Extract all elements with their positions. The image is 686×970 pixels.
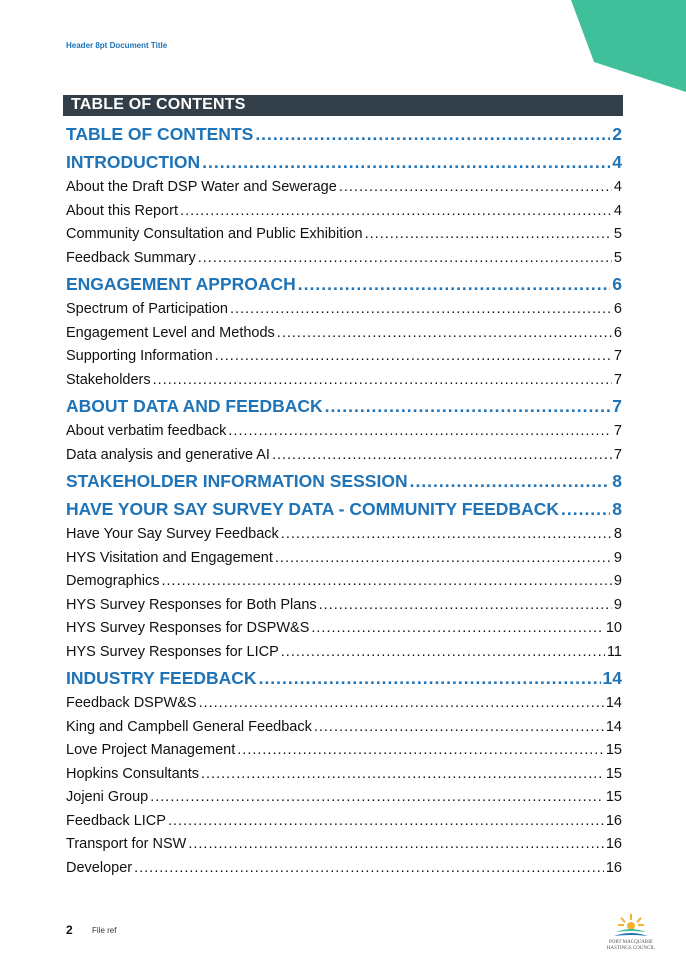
toc-entry-page: 8 — [612, 471, 622, 491]
toc-entry-page: 10 — [605, 620, 622, 636]
toc-entry-heading[interactable] — [66, 664, 622, 692]
toc-dot-leader — [281, 523, 612, 547]
toc-entry-label: Engagement Level and Methods — [66, 324, 275, 341]
toc-dot-leader — [168, 810, 604, 834]
toc-entry-label: Community Consultation and Public Exhibition — [66, 226, 363, 242]
toc-entry-heading[interactable] — [66, 467, 622, 495]
corner-decoration — [0, 0, 686, 100]
toc-dot-leader — [311, 617, 603, 641]
toc-entry[interactable] — [66, 570, 622, 594]
toc-entry-page: 6 — [613, 324, 622, 341]
council-logo-icon — [608, 910, 654, 962]
toc-entry[interactable] — [66, 444, 622, 468]
toc-entry[interactable] — [66, 420, 622, 444]
footer-file-ref: File ref — [92, 926, 117, 935]
toc-entry-heading[interactable] — [66, 120, 622, 148]
toc-entry-label: About verbatim feedback — [66, 423, 227, 439]
toc-entry-heading[interactable] — [66, 392, 622, 420]
toc-dot-leader — [150, 786, 604, 810]
toc-entry-label: Hopkins Consultants — [66, 765, 199, 782]
toc-entry-page: 6 — [613, 301, 622, 317]
toc-dot-leader — [325, 392, 611, 420]
toc-dot-leader — [298, 270, 610, 298]
toc-entry-page: 8 — [612, 499, 622, 519]
council-logo-text: PORT MACQUARIE HASTINGS COUNCIL — [606, 940, 656, 951]
toc-entry[interactable] — [66, 716, 622, 740]
toc-entry-page: 4 — [613, 202, 622, 219]
toc-dot-leader — [134, 857, 604, 881]
toc-dot-leader — [319, 594, 612, 618]
header-document-title: Header 8pt Document Title — [66, 41, 168, 50]
toc-entry[interactable] — [66, 322, 622, 346]
toc-entry-page: 16 — [605, 859, 622, 876]
toc-entry-page: 9 — [613, 549, 622, 566]
toc-entry-page: 14 — [602, 668, 622, 688]
toc-dot-leader — [259, 664, 601, 692]
toc-entry-page: 11 — [606, 643, 622, 660]
toc-entry-label: Transport for NSW — [66, 836, 187, 852]
toc-entry-label: Feedback Summary — [66, 249, 196, 266]
toc-dot-leader — [188, 833, 604, 857]
toc-dot-leader — [561, 495, 610, 523]
toc-dot-leader — [314, 716, 604, 740]
toc-entry-heading[interactable] — [66, 270, 622, 298]
toc-entry-label: HYS Survey Responses for Both Plans — [66, 596, 317, 613]
toc-entry-page: 15 — [605, 765, 622, 782]
toc-dot-leader — [255, 120, 610, 148]
footer-page-number: 2 — [66, 923, 73, 937]
toc-entry-heading[interactable] — [66, 495, 622, 523]
toc-entry-page: 4 — [612, 152, 622, 172]
toc-dot-leader — [228, 420, 612, 444]
toc-entry[interactable] — [66, 810, 622, 834]
toc-entry[interactable] — [66, 739, 622, 763]
toc-entry-heading[interactable] — [66, 148, 622, 176]
toc-entry[interactable] — [66, 833, 622, 857]
toc-dot-leader — [180, 200, 612, 224]
toc-entry-page: 7 — [612, 396, 622, 416]
toc-entry-page: 7 — [613, 446, 622, 463]
toc-entry[interactable] — [66, 641, 622, 665]
toc-entry-label: INTRODUCTION — [66, 152, 201, 172]
toc-dot-leader — [281, 641, 605, 665]
toc-entry-page: 5 — [613, 226, 622, 242]
toc-entry-label: About this Report — [66, 202, 179, 219]
toc-entry[interactable] — [66, 176, 622, 200]
toc-entry-page: 15 — [605, 742, 622, 758]
toc-entry-label: Have Your Say Survey Feedback — [66, 526, 279, 542]
toc-entry-label: ENGAGEMENT APPROACH — [66, 274, 296, 294]
toc-entry[interactable] — [66, 523, 622, 547]
toc-entry-page: 7 — [613, 423, 622, 439]
toc-entry[interactable] — [66, 857, 622, 881]
toc-entry-page: 14 — [605, 718, 622, 735]
toc-entry[interactable] — [66, 692, 622, 716]
toc-entry-label: Demographics — [66, 573, 160, 589]
toc-entry-page: 16 — [605, 812, 622, 829]
toc-entry[interactable] — [66, 763, 622, 787]
toc-dot-leader — [275, 547, 612, 571]
toc-entry[interactable] — [66, 786, 622, 810]
toc-dot-leader — [277, 322, 612, 346]
toc-entry-label: Feedback DSPW&S — [66, 695, 197, 711]
toc-entry-page: 2 — [612, 124, 622, 144]
toc-entry-label: King and Campbell General Feedback — [66, 718, 312, 735]
toc-entry[interactable] — [66, 247, 622, 271]
toc-entry-label: About the Draft DSP Water and Sewerage — [66, 179, 337, 195]
toc-entry-label: Supporting Information — [66, 348, 213, 364]
toc-entry-page: 7 — [613, 371, 622, 388]
toc-entry-page: 4 — [613, 179, 622, 195]
table-of-contents — [66, 120, 622, 880]
toc-heading-bar — [63, 95, 623, 116]
toc-entry-label: Spectrum of Participation — [66, 301, 228, 317]
toc-entry-label: Developer — [66, 859, 133, 876]
toc-entry-label: HAVE YOUR SAY SURVEY DATA - COMMUNITY FEEDBACK — [66, 499, 559, 519]
toc-entry-label: INDUSTRY FEEDBACK — [66, 668, 257, 688]
toc-entry-label: HYS Survey Responses for LICP — [66, 643, 279, 660]
toc-entry[interactable] — [66, 594, 622, 618]
toc-entry-page: 7 — [613, 348, 622, 364]
toc-entry-page: 15 — [605, 789, 622, 805]
toc-dot-leader — [153, 369, 612, 393]
toc-entry[interactable] — [66, 223, 622, 247]
toc-dot-leader — [339, 176, 612, 200]
toc-entry[interactable] — [66, 200, 622, 224]
toc-entry-label: Jojeni Group — [66, 789, 149, 805]
toc-entry-label: Stakeholders — [66, 371, 151, 388]
toc-entry[interactable] — [66, 345, 622, 369]
toc-entry-page: 9 — [613, 596, 622, 613]
toc-dot-leader — [410, 467, 611, 495]
toc-dot-leader — [215, 345, 612, 369]
toc-entry[interactable] — [66, 369, 622, 393]
toc-entry-page: 16 — [605, 836, 622, 852]
toc-dot-leader — [201, 763, 604, 787]
toc-entry-label: TABLE OF CONTENTS — [66, 124, 254, 144]
toc-entry-page: 8 — [613, 526, 622, 542]
toc-entry-page: 9 — [613, 573, 622, 589]
toc-dot-leader — [198, 247, 612, 271]
toc-entry-label: HYS Survey Responses for DSPW&S — [66, 620, 310, 636]
toc-entry[interactable] — [66, 547, 622, 571]
toc-entry-label: STAKEHOLDER INFORMATION SESSION — [66, 471, 408, 491]
toc-entry-label: Feedback LICP — [66, 812, 166, 829]
toc-entry[interactable] — [66, 298, 622, 322]
toc-dot-leader — [272, 444, 612, 468]
toc-entry-page: 14 — [605, 695, 622, 711]
toc-dot-leader — [365, 223, 612, 247]
toc-dot-leader — [230, 298, 612, 322]
toc-dot-leader — [199, 692, 604, 716]
toc-entry-label: Data analysis and generative AI — [66, 446, 270, 463]
toc-dot-leader — [202, 148, 610, 176]
toc-heading: TABLE OF CONTENTS — [71, 96, 246, 113]
toc-entry-page: 5 — [613, 249, 622, 266]
toc-entry-label: ABOUT DATA AND FEEDBACK — [66, 396, 323, 416]
toc-entry[interactable] — [66, 617, 622, 641]
toc-entry-label: HYS Visitation and Engagement — [66, 549, 273, 566]
toc-entry-page: 6 — [612, 274, 622, 294]
toc-dot-leader — [162, 570, 612, 594]
toc-dot-leader — [237, 739, 604, 763]
toc-entry-label: Love Project Management — [66, 742, 236, 758]
